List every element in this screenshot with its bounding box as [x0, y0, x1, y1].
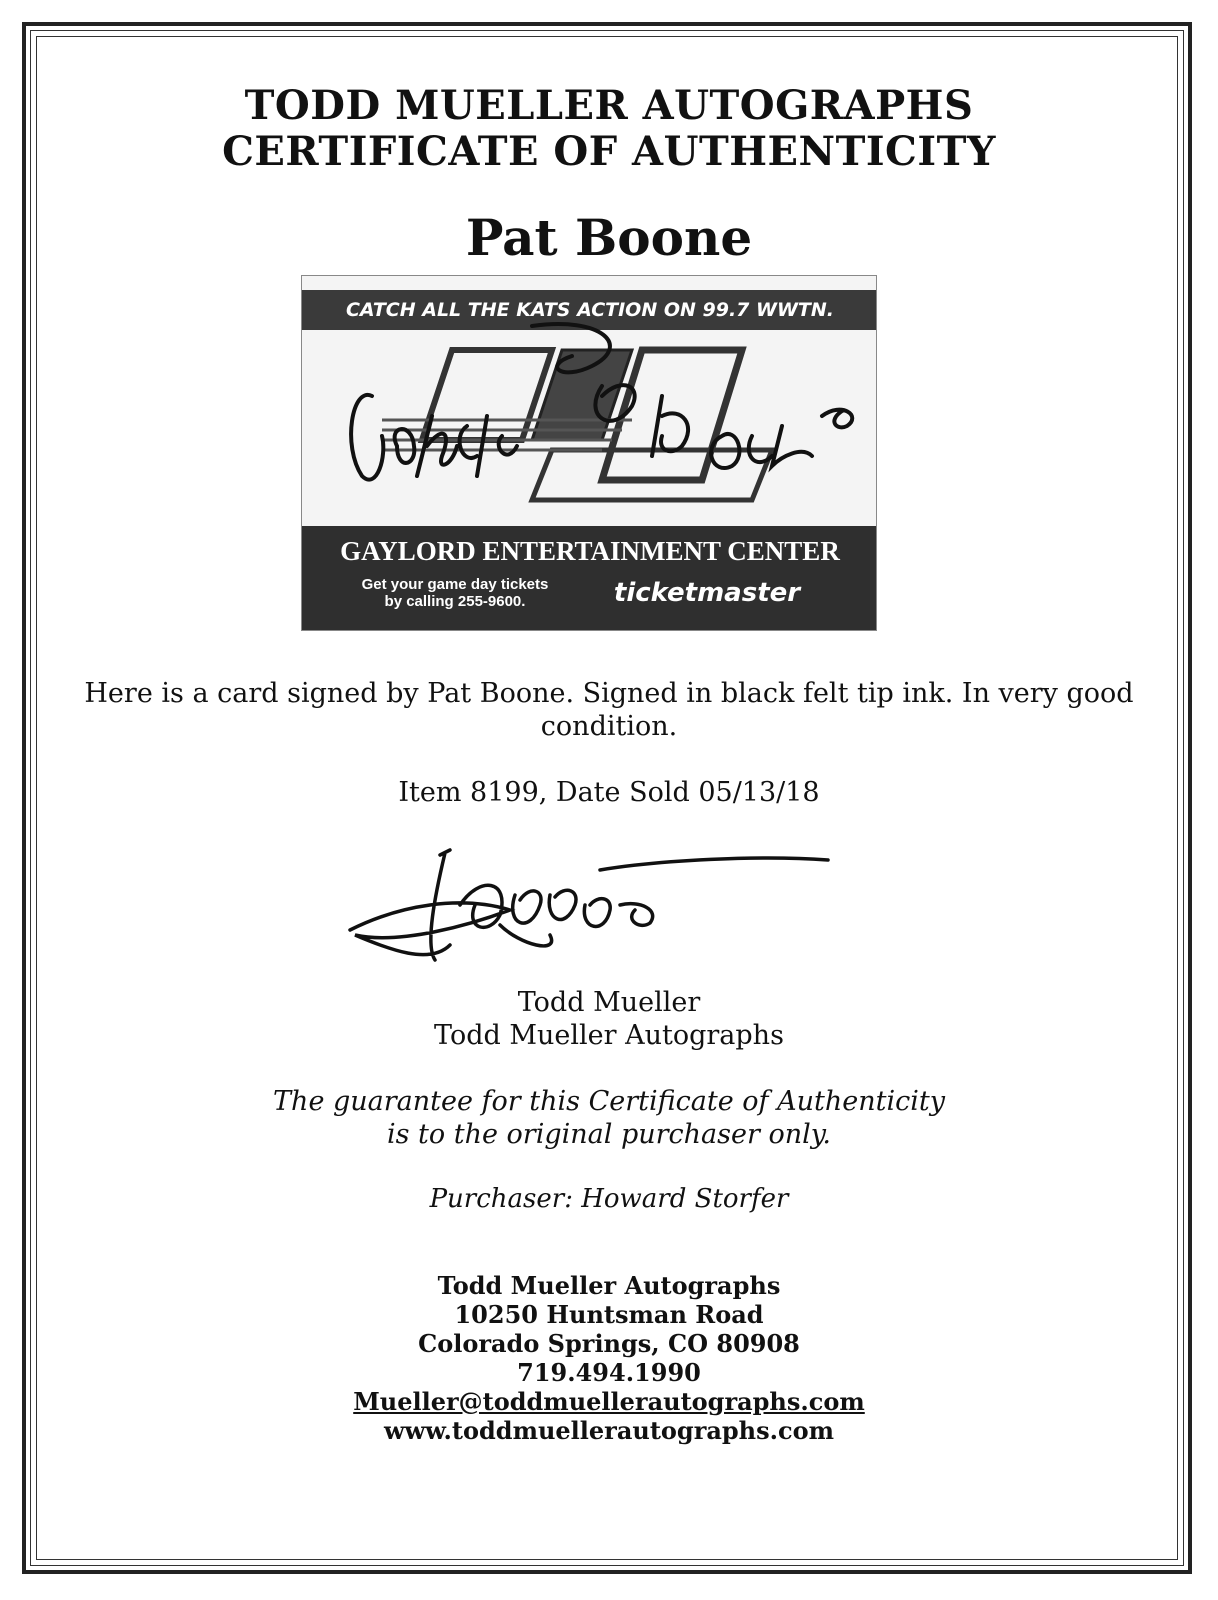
card-ticket-info: [340, 576, 570, 610]
contact-street: 10250 Huntsman Road: [454, 1300, 764, 1329]
signed-card-image: [301, 275, 877, 631]
contact-email-link[interactable]: Mueller@toddmuellerautographs.com: [353, 1387, 865, 1416]
ticketmaster-logo: ticketmaster: [613, 578, 801, 608]
contact-website[interactable]: www.toddmuellerautographs.com: [383, 1416, 835, 1445]
guarantee-line1: The guarantee for this Certificate of Authenticity: [273, 1086, 945, 1117]
card-top-band: CATCH ALL THE KATS ACTION ON 99.7 WWTN.: [302, 290, 877, 330]
contact-company: Todd Mueller Autographs: [437, 1271, 781, 1300]
card-ticket-line1: Get your game day tickets: [361, 576, 549, 593]
description-line2: condition.: [540, 711, 678, 742]
guarantee-line2: is to the original purchaser only.: [386, 1119, 832, 1150]
description-line1: Here is a card signed by Pat Boone. Signed in black felt tip ink. In very good: [84, 678, 1134, 709]
signer-company: Todd Mueller Autographs: [434, 1020, 784, 1051]
subject-name: Pat Boone: [465, 208, 753, 267]
purchaser: Purchaser: Howard Storfer: [429, 1184, 789, 1214]
contact-phone: 719.494.1990: [517, 1358, 701, 1387]
pat-boone-signature: [302, 306, 877, 526]
header-subtitle: CERTIFICATE OF AUTHENTICITY: [222, 128, 996, 175]
card-venue: GAYLORD ENTERTAINMENT CENTER: [340, 536, 840, 566]
item-info: Item 8199, Date Sold 05/13/18: [398, 777, 820, 808]
card-ticket-line2: by calling 255-9600.: [384, 593, 526, 610]
header-title: TODD MUELLER AUTOGRAPHS: [244, 82, 974, 129]
signer-name: Todd Mueller: [517, 987, 701, 1018]
contact-city: Colorado Springs, CO 80908: [418, 1329, 800, 1358]
card-bottom-band: [302, 526, 877, 631]
todd-mueller-signature: [340, 835, 840, 975]
